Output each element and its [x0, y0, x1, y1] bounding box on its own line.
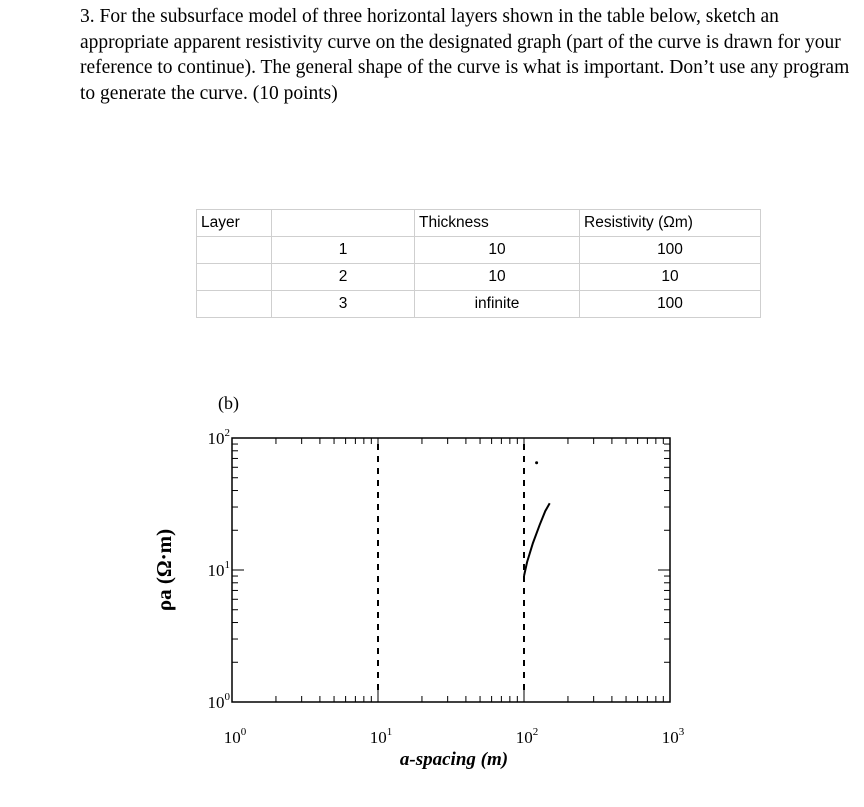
plot-frame: [232, 438, 670, 702]
cell-layer: 2: [272, 264, 415, 291]
data-series: [524, 461, 550, 576]
y-tick-label: $10^1$: [207, 559, 230, 580]
cell-thickness: 10: [415, 237, 580, 264]
cell-thickness: infinite: [415, 291, 580, 318]
x-axis-label: a-spacing (m): [399, 749, 509, 770]
cell-resistivity: 10: [580, 264, 761, 291]
header-layer: Layer: [197, 210, 272, 237]
cell-resistivity: 100: [580, 291, 761, 318]
cell-layer: 3: [272, 291, 415, 318]
partial-curve: [524, 503, 550, 576]
header-resistivity: Resistivity (Ωm): [580, 210, 761, 237]
cell-resistivity: 100: [580, 237, 761, 264]
header-thickness: Thickness: [415, 210, 580, 237]
axis-ticks: [232, 438, 670, 702]
y-axis-label: ρa (Ω·m): [152, 528, 176, 612]
question-text: 3. For the subsurface model of three horizontal layers shown in the table below, sketch an appropriate apparent resistivity curve on the designated graph (part of the curve is drawn for your reference to continue). The general shape of the curve is what is important. Don’t use any program to generate the curve. (10 points): [80, 6, 850, 104]
x-tick-label: $10^0$: [223, 726, 247, 747]
x-tick-label: $10^2$: [515, 726, 539, 747]
cell-layer: 1: [272, 237, 415, 264]
reference-lines: [378, 444, 524, 696]
cell-thickness: 10: [415, 264, 580, 291]
panel-label: (b): [218, 393, 239, 413]
y-tick-label: $10^0$: [207, 691, 230, 712]
tick-labels: [208, 427, 685, 747]
x-tick-label: $10^3$: [661, 726, 685, 747]
y-tick-label: $10^2$: [207, 427, 230, 448]
curve-dot: [535, 461, 538, 464]
x-tick-label: $10^1$: [369, 726, 393, 747]
